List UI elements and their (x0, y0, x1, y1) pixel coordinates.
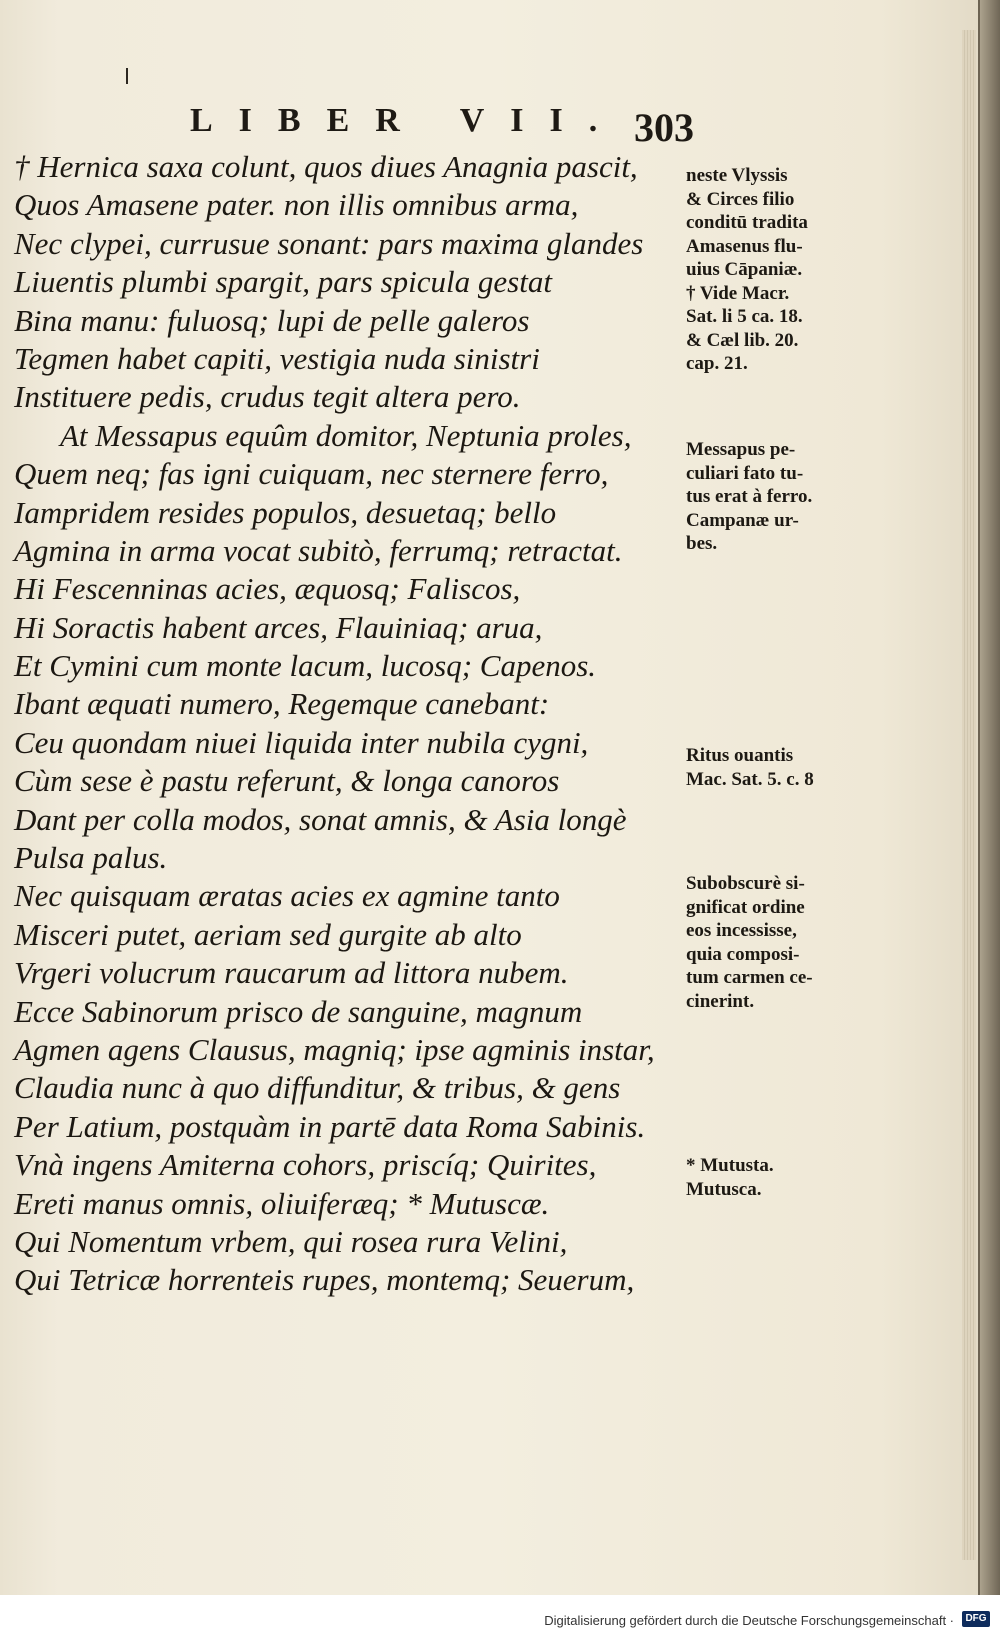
verse-line: Liuentis plumbi spargit, pars spicula gestat (14, 264, 552, 300)
digitization-footer (0, 1595, 1000, 1632)
verse-line: Hi Fescenninas acies, æquosq; Faliscos, (14, 571, 521, 607)
page-number: 303 (634, 105, 694, 150)
verse-line: Vnà ingens Amiterna cohors, priscíq; Quirites, (14, 1147, 597, 1183)
verse-line: Ibant æquati numero, Regemque canebant: (14, 686, 550, 722)
verse-line: Nec quisquam æratas acies ex agmine tanto (14, 878, 560, 914)
verse-line: Qui Tetricæ horrenteis rupes, montemq; Seuerum, (14, 1262, 635, 1298)
verse-line: Quos Amasene pater. non illis omnibus arma, (14, 187, 579, 223)
verse-line: Instituere pedis, crudus tegit altera pero. (14, 379, 521, 415)
verse-line: Misceri putet, aeriam sed gurgite ab alto (14, 916, 522, 952)
margin-note: neste Vlyssis & Circes filio conditū tradita Amasenus flu- uius Cāpaniæ. † Vide Macr. Sat. li 5 ca. 18. & Cæl lib. 20. cap. 21. (686, 165, 808, 374)
verse-line: Ceu quondam niuei liquida inter nubila cygni, (14, 724, 589, 760)
page-edges (962, 30, 976, 1560)
verse-line: Iampridem resides populos, desuetaq; bello (14, 494, 557, 530)
margin-note: * Mutusta. Mutusca. (686, 1155, 774, 1200)
verse-line: † Hernica saxa colunt, quos diues Anagnia pascit, (14, 149, 638, 184)
page-header (0, 100, 980, 150)
verse-line: Hi Soractis habent arces, Flauiniaq; arua, (14, 609, 543, 645)
verse-line: Nec clypei, currusue sonant: pars maxima glandes (14, 225, 644, 261)
running-head: LIBER VII. (190, 102, 624, 139)
verse-line: Quem neq; fas igni cuiquam, nec sternere ferro, (14, 456, 609, 492)
verse-line: Cùm sese è pastu referunt, & longa canoros (14, 763, 560, 799)
verse-line: Tegmen habet capiti, vestigia nuda sinistri (14, 340, 540, 376)
verse-line: Dant per colla modos, sonat amnis, & Asia longè (14, 801, 627, 837)
verse-line: Agmina in arma vocat subitò, ferrumq; retractat. (14, 532, 623, 568)
verse-line: Per Latium, postquàm in partē data Roma Sabinis. (14, 1108, 646, 1144)
verse-line: Vrgeri volucrum raucarum ad littora nubem. (14, 955, 569, 991)
margin-note: Messapus pe- culiari fato tu- tus erat à ferro. Campanæ ur- bes. (686, 439, 813, 554)
verse-line: Ecce Sabinorum prisco de sanguine, magnum (14, 993, 583, 1029)
verse-line: Pulsa palus. (14, 840, 168, 876)
verse-line: Claudia nunc à quo diffunditur, & tribus, & gens (14, 1070, 621, 1106)
verse-line: Qui Nomentum vrbem, qui rosea rura Velini, (14, 1223, 568, 1259)
verse-line: Et Cymini cum monte lacum, lucosq; Capenos. (14, 648, 597, 684)
margin-note: Subobscurè si- gnificat ordine eos incessisse, quia composi- tum carmen ce- cinerint. (686, 873, 813, 1012)
ink-mark (126, 68, 128, 84)
funding-credit: Digitalisierung gefördert durch die Deutsche Forschungsgemeinschaft · (544, 1613, 954, 1628)
verse-line: Ereti manus omnis, oliuiferæq; * Mutuscæ. (14, 1185, 550, 1221)
verse-line: Agmen agens Clausus, magniq; ipse agminis instar, (14, 1031, 655, 1067)
dfg-logo: DFG (962, 1611, 990, 1627)
verse-line: Bina manu: fuluosq; lupi de pelle galeros (14, 302, 530, 338)
verse-text (14, 148, 684, 1300)
margin-note: Ritus ouantis Mac. Sat. 5. c. 8 (686, 745, 814, 790)
verse-line: At Messapus equûm domitor, Neptunia proles, (60, 417, 632, 453)
